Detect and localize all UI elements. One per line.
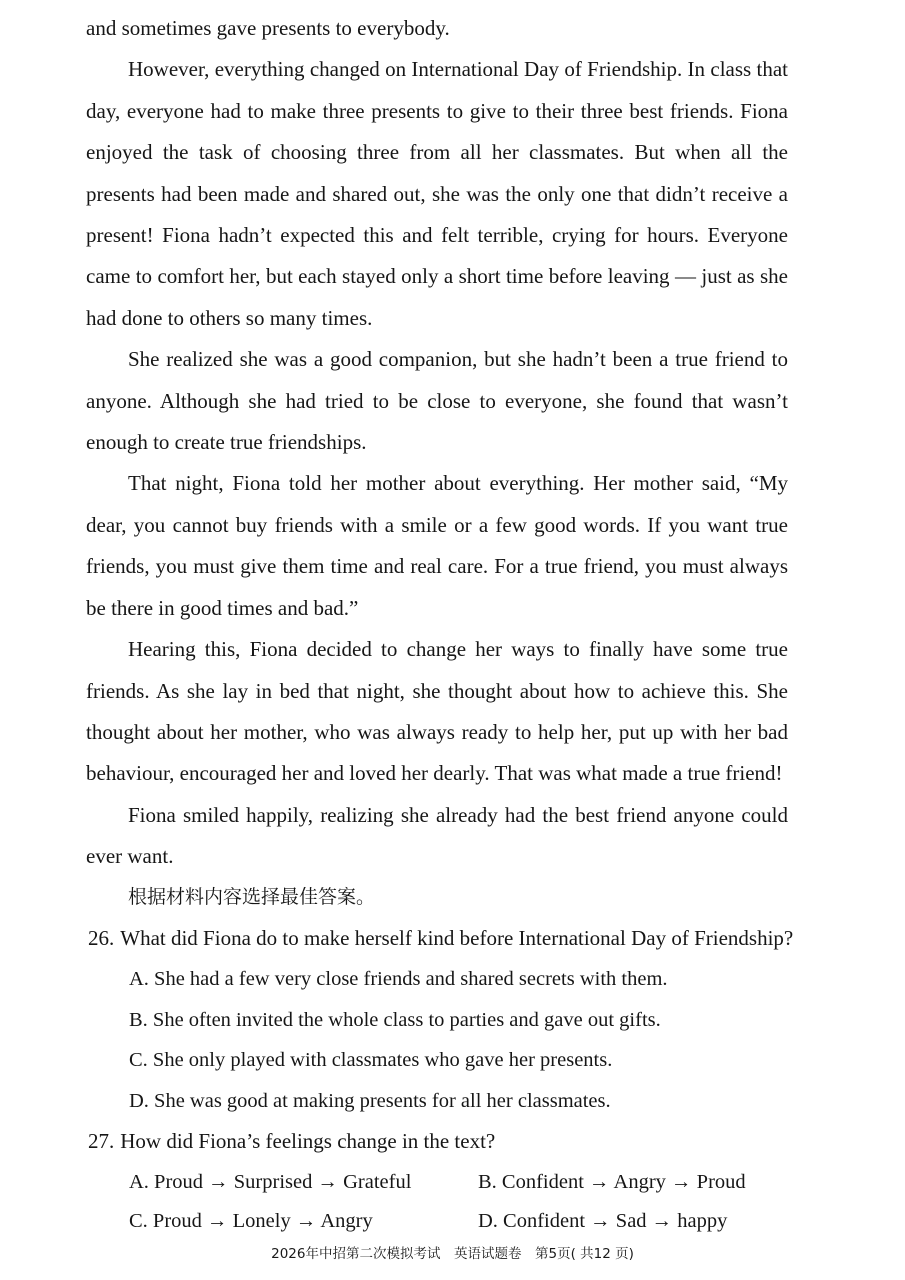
reading-passage — [86, 8, 788, 878]
q26-option-b[interactable]: B. She often invited the whole class to parties and gave out gifts. — [129, 1009, 661, 1031]
q27-option-a[interactable]: A. Proud → Surprised → Grateful — [129, 1171, 412, 1193]
page-footer: 2026年中招第二次模拟考试 英语试题卷 第5页( 共12 页) — [271, 1246, 634, 1262]
section-instruction: 根据材料内容选择最佳答案。 — [128, 886, 376, 908]
q27-option-b[interactable]: B. Confident → Angry → Proud — [478, 1171, 746, 1193]
passage-paragraph-2: However, everything changed on International Day of Friendship. In class that day, everyone had to make three presents to give to their three best friends. Fiona enjoyed the task of choosing three from all her classmates. But when all the presents had been made and shared out, she was the only one that didn’t receive a present! Fiona hadn’t expected this and felt terrible, crying for hours. Everyone came to comfort her, but each stayed only a short time before leaving — just as she had done to others so many times. — [86, 57, 788, 330]
question-text: How did Fiona’s feelings change in the text? — [120, 1129, 496, 1153]
question-text: What did Fiona do to make herself kind before International Day of Friendship? — [120, 926, 794, 950]
question-number: 27. — [88, 1129, 115, 1153]
q26-option-a[interactable]: A. She had a few very close friends and shared secrets with them. — [129, 968, 668, 990]
q27-option-d[interactable]: D. Confident → Sad → happy — [478, 1210, 728, 1232]
question-27 — [88, 1124, 495, 1158]
q27-option-c[interactable]: C. Proud → Lonely → Angry — [129, 1210, 373, 1232]
q26-option-d[interactable]: D. She was good at making presents for all her classmates. — [129, 1090, 611, 1112]
passage-paragraph-5: Hearing this, Fiona decided to change her ways to finally have some true friends. As she lay in bed that night, she thought about how to achieve this. She thought about her mother, who was always ready to help her, put up with her bad behaviour, encouraged her and loved her dearly. That was what made a true friend! — [86, 637, 788, 786]
passage-paragraph-4: That night, Fiona told her mother about everything. Her mother said, “My dear, you cannot buy friends with a smile or a few good words. If you want true friends, you must give them time and real care. For a true friend, you must always be there in good times and bad.” — [86, 471, 788, 620]
question-number: 26. — [88, 926, 115, 950]
passage-paragraph-1: and sometimes gave presents to everybody. — [86, 16, 450, 40]
passage-paragraph-6: Fiona smiled happily, realizing she already had the best friend anyone could ever want. — [86, 802, 788, 869]
q26-option-c[interactable]: C. She only played with classmates who gave her presents. — [129, 1049, 613, 1071]
passage-paragraph-3: She realized she was a good companion, but she hadn’t been a true friend to anyone. Although she had tried to be close to everyone, she found that wasn’t enough to create true friendships. — [86, 347, 788, 455]
question-26 — [88, 921, 793, 955]
